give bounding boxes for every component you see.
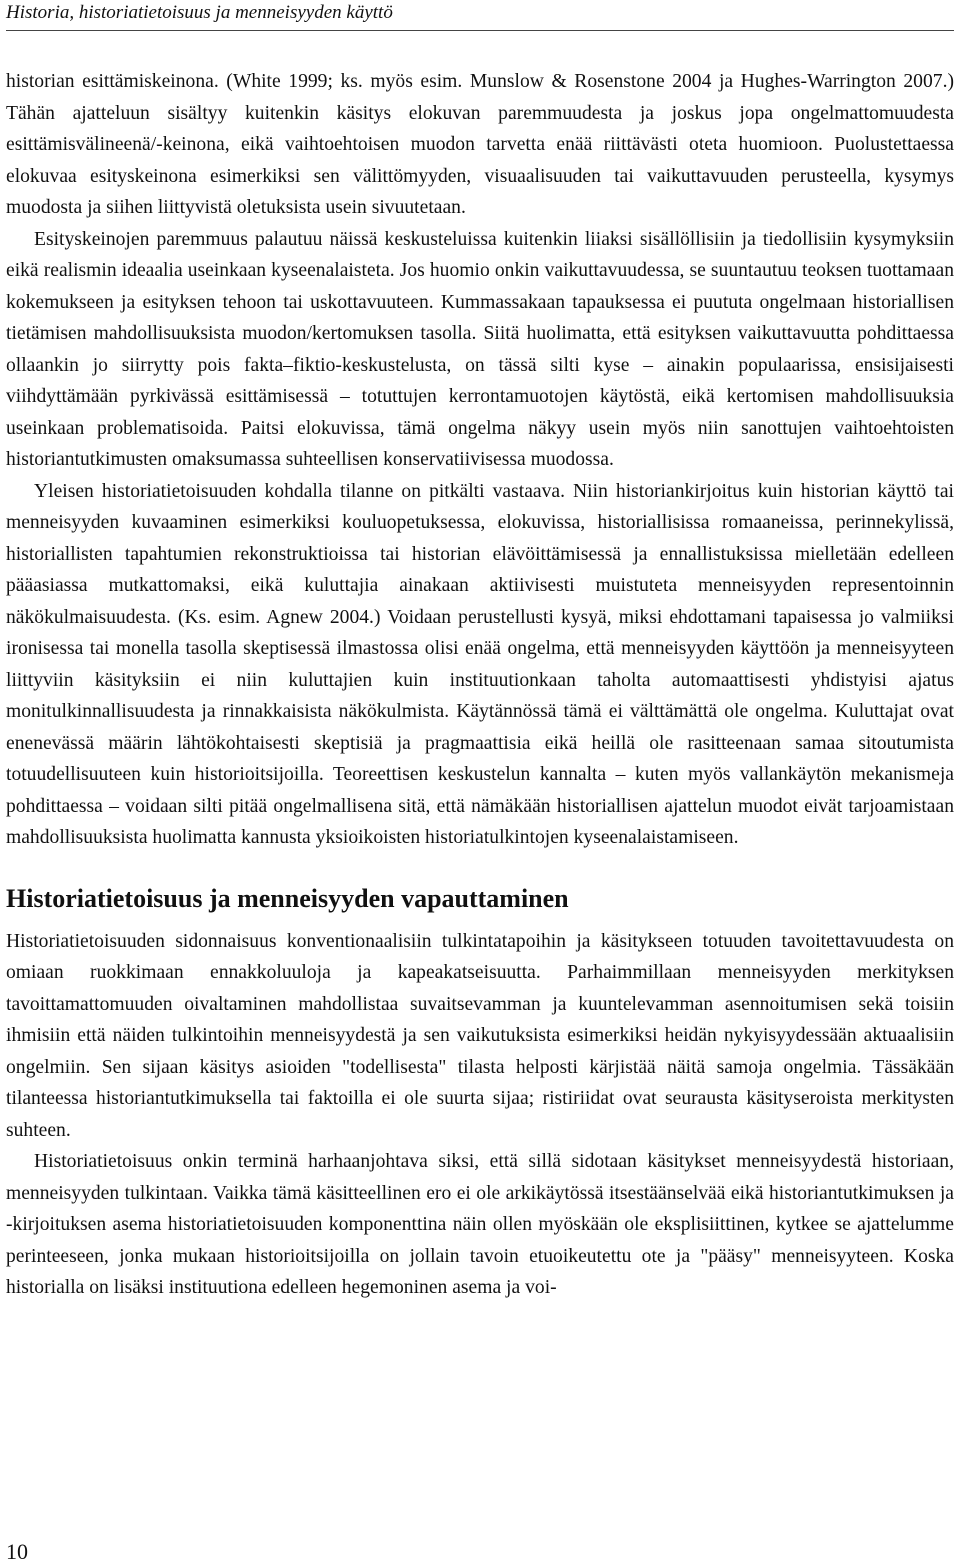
running-header: Historia, historiatietoisuus ja menneisyyden käyttö — [6, 2, 393, 23]
body-paragraph: Yleisen historiatietoisuuden kohdalla tilanne on pitkälti vastaava. Niin historiankirjoitus kuin historian käyttö tai menneisyyden kuvaaminen esimerkiksi kouluopetuksessa, elokuvissa, historiallisissa romaaneissa, perinnekylissä, historiallisten tapahtumien rekonstruktioissa tai historian elävöittämisessä ja ennallistuksissa mielletään edelleen pääasiassa mutkattomaksi, eikä kuluttajia ainakaan aktiivisesti muistuteta menneisyyden representoinnin näkökulmaisuudesta. (Ks. esim. Agnew 2004.) Voidaan perustellusti kysyä, miksi ehdottamani tapaisessa jo valmiiksi ironisessa tai monella tasolla skeptisessä ilmastossa olisi enää ongelma, että menneisyyden käyttöön ja menneisyyteen liittyviin käsityksiin ei niin kuluttajien kuin instituutionkaan taholta automaattisesti yhdistyisi ajatus monitulkinnallisuudesta ja rinnakkaisista näkökulmista. Käytännössä tämä ei välttämättä ole ongelma. Kuluttajat ovat enenevässä määrin lähtökohtaisesti skeptisiä ja pragmaattisia eikä heillä ole rasitteenaan samaa sitoutumista totuudellisuuteen kuin historioitsijoilla. Teoreettisen keskustelun kannalta – kuten myös vallankäytön mekanismeja pohdittaessa – voidaan silti pitää ongelmallisena sitä, että nämäkään historiallisen ajattelun muodot eivät tarjoamistaan mahdollisuuksista huolimatta kannusta yksioikoisten historiatulkintojen kyseenalaistamiseen. — [6, 480, 954, 848]
page-number: 10 — [6, 1539, 28, 1564]
section-heading: Historiatietoisuus ja menneisyyden vapauttaminen — [6, 883, 569, 913]
header-rule — [6, 30, 954, 31]
page-body — [6, 66, 954, 1304]
body-paragraph: Historiatietoisuuden sidonnaisuus konventionaalisiin tulkintatapoihin ja käsitykseen totuuden tavoitettavuudesta on omiaan ruokkimaan ennakkoluuloja ja kapeakatseisuutta. Parhaimmillaan menneisyyden merkityksen tavoittamattomuuden oivaltaminen mahdollistaa suvaitsevamman ja kuuntelevamman asennoitumisen sekä toisiin ihmisiin että näiden tulkintoihin menneisyydestä ja sen vaikutuksista esimerkiksi heidän nykyisyydessään aktuaalisiin ongelmiin. Sen sijaan käsitys asioiden "todellisesta" tilasta helposti kärjistää näitä samoja ongelmia. Tässäkään tilanteessa historiantutkimuksella tai faktoilla ei ole suurta sijaa; ristiriidat ovat seurausta käsityseroista merkitysten suhteen. — [6, 930, 954, 1141]
body-paragraph: Historiatietoisuus onkin terminä harhaanjohtava siksi, että sillä sidotaan käsitykset menneisyydestä historiaan, menneisyyden tulkintaan. Vaikka tämä käsitteellinen ero ei ole arkikäytössä itsestäänselvää eikä historiantutkimuksen ja -kirjoituksen asema historiatietoisuuden komponenttina näin ollen myöskään ole eksplisiittinen, kytkee se ajattelumme perinteeseen, jonka mukaan historioitsijoilla on jollain tavoin etuoikeutettu ote ja "pääsy" menneisyyteen. Koska historialla on lisäksi instituutiona edelleen hegemoninen asema ja voi- — [6, 1151, 954, 1298]
body-paragraph: Esityskeinojen paremmuus palautuu näissä keskusteluissa kuitenkin liiaksi sisällöllisiin ja tiedollisiin kysymyksiin eikä realismin ideaalia useinkaan kyseenalaisteta. Jos huomio onkin vaikuttavuudessa, se suuntautuu teoksen tuottamaan kokemukseen ja esityksen tehoon tai uskottavuuteen. Kummassakaan tapauksessa ei puututa ongelmaan historiallisen tietämisen mahdollisuuksista muodon/kertomuksen tasolla. Siitä huolimatta, että esityksen vaikuttavuutta pohdittaessa ollaankin jo siirrytty pois fakta–fiktio-keskustelusta, on tässä silti kyse – ainakin populaarissa, ensisijaisesti viihdyttämään pyrkivässä esittämisessä – totuttujen kerrontamuotojen käytöstä, eikä kertomisen mahdollisuuksia useinkaan problematisoida. Paitsi elokuvissa, tämä ongelma näkyy usein myös niin sanottujen vaihtoehtoisten historiantutkimusten omaksumassa suhteellisen konservatiivisessa muodossa. — [6, 228, 954, 470]
body-paragraph: historian esittämiskeinona. (White 1999; ks. myös esim. Munslow & Rosenstone 2004 ja Hughes-Warrington 2007.) Tähän ajatteluun sisältyy kuitenkin käsitys elokuvan paremmuudesta ja joskus jopa ongelmattomuudesta esittämisvälineenä/-keinona, eikä vaihtoehtoisen muodon tarvetta enää riittävästi oteta huomioon. Puolustettaessa elokuvaa esityskeinona esimerkiksi sen välittömyyden, visuaalisuuden tai vaikuttavuuden perusteella, kysymys muodosta ja siihen liittyvistä oletuksista usein sivuutetaan. — [6, 71, 954, 218]
